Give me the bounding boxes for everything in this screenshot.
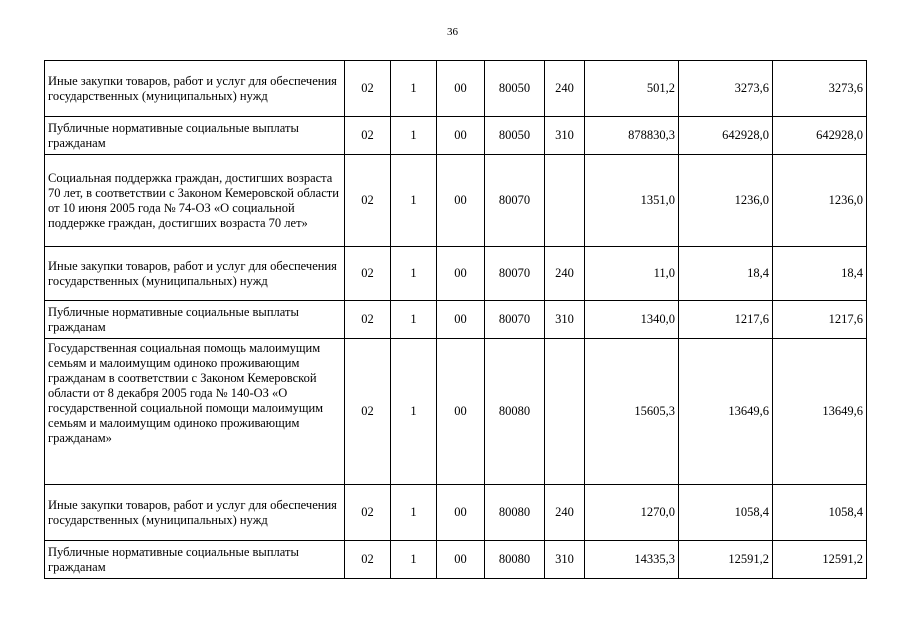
amount-cell: 14335,3 — [585, 541, 679, 579]
table-row — [45, 301, 867, 339]
amount-cell: 12591,2 — [679, 541, 773, 579]
table-row — [45, 61, 867, 117]
code-cell: 80070 — [485, 155, 545, 247]
amount-cell: 11,0 — [585, 247, 679, 301]
code-cell: 1 — [391, 247, 437, 301]
table-row — [45, 117, 867, 155]
code-cell: 00 — [437, 541, 485, 579]
amount-cell: 1217,6 — [679, 301, 773, 339]
row-name: Государственная социальная помощь малоимущим семьям и малоимущим одиноко проживающим гражданам в соответствии с Законом Кемеровской области от 8 декабря 2005 года № 140-ОЗ «О государственной социальной помощи малоимущим семьям и малоимущим одиноко проживающим гражданам» — [45, 339, 345, 485]
code-cell — [545, 339, 585, 485]
amount-cell: 1340,0 — [585, 301, 679, 339]
code-cell: 80050 — [485, 61, 545, 117]
amount-cell: 18,4 — [773, 247, 867, 301]
code-cell: 00 — [437, 301, 485, 339]
code-cell: 1 — [391, 485, 437, 541]
table-row — [45, 247, 867, 301]
code-cell: 02 — [345, 485, 391, 541]
row-name: Иные закупки товаров, работ и услуг для обеспечения государственных (муниципальных) нужд — [45, 61, 345, 117]
code-cell: 80070 — [485, 301, 545, 339]
table-row — [45, 339, 867, 485]
row-name: Публичные нормативные социальные выплаты гражданам — [45, 541, 345, 579]
code-cell: 1 — [391, 541, 437, 579]
code-cell: 80080 — [485, 339, 545, 485]
row-name: Публичные нормативные социальные выплаты гражданам — [45, 301, 345, 339]
code-cell: 02 — [345, 541, 391, 579]
amount-cell: 642928,0 — [679, 117, 773, 155]
code-cell: 1 — [391, 61, 437, 117]
code-cell — [545, 155, 585, 247]
code-cell: 310 — [545, 117, 585, 155]
code-cell: 00 — [437, 339, 485, 485]
amount-cell: 1351,0 — [585, 155, 679, 247]
code-cell: 1 — [391, 301, 437, 339]
code-cell: 1 — [391, 339, 437, 485]
amount-cell: 3273,6 — [773, 61, 867, 117]
amount-cell: 1058,4 — [773, 485, 867, 541]
page-number: 36 — [447, 26, 458, 38]
amount-cell: 15605,3 — [585, 339, 679, 485]
amount-cell: 1058,4 — [679, 485, 773, 541]
code-cell: 00 — [437, 117, 485, 155]
code-cell: 240 — [545, 247, 585, 301]
row-name: Иные закупки товаров, работ и услуг для обеспечения государственных (муниципальных) нужд — [45, 485, 345, 541]
amount-cell: 1217,6 — [773, 301, 867, 339]
code-cell: 02 — [345, 301, 391, 339]
row-name: Иные закупки товаров, работ и услуг для обеспечения государственных (муниципальных) нужд — [45, 247, 345, 301]
amount-cell: 12591,2 — [773, 541, 867, 579]
row-name: Социальная поддержка граждан, достигших возраста 70 лет, в соответствии с Законом Кемеровской области от 10 июня 2005 года № 74-ОЗ «О социальной поддержке граждан, достигших возраста 70 лет» — [45, 155, 345, 247]
budget-table — [44, 60, 867, 579]
amount-cell: 501,2 — [585, 61, 679, 117]
table-row — [45, 541, 867, 579]
code-cell: 00 — [437, 61, 485, 117]
code-cell: 02 — [345, 155, 391, 247]
code-cell: 02 — [345, 117, 391, 155]
table-row — [45, 485, 867, 541]
amount-cell: 1236,0 — [773, 155, 867, 247]
code-cell: 80050 — [485, 117, 545, 155]
code-cell: 310 — [545, 301, 585, 339]
amount-cell: 18,4 — [679, 247, 773, 301]
code-cell: 240 — [545, 485, 585, 541]
code-cell: 1 — [391, 155, 437, 247]
code-cell: 310 — [545, 541, 585, 579]
code-cell: 02 — [345, 247, 391, 301]
amount-cell: 13649,6 — [773, 339, 867, 485]
code-cell: 02 — [345, 339, 391, 485]
code-cell: 00 — [437, 485, 485, 541]
amount-cell: 1270,0 — [585, 485, 679, 541]
code-cell: 1 — [391, 117, 437, 155]
code-cell: 80080 — [485, 485, 545, 541]
code-cell: 80070 — [485, 247, 545, 301]
code-cell: 00 — [437, 247, 485, 301]
amount-cell: 878830,3 — [585, 117, 679, 155]
table-row — [45, 155, 867, 247]
code-cell: 00 — [437, 155, 485, 247]
code-cell: 02 — [345, 61, 391, 117]
row-name: Публичные нормативные социальные выплаты гражданам — [45, 117, 345, 155]
amount-cell: 1236,0 — [679, 155, 773, 247]
amount-cell: 642928,0 — [773, 117, 867, 155]
amount-cell: 3273,6 — [679, 61, 773, 117]
code-cell: 240 — [545, 61, 585, 117]
amount-cell: 13649,6 — [679, 339, 773, 485]
code-cell: 80080 — [485, 541, 545, 579]
